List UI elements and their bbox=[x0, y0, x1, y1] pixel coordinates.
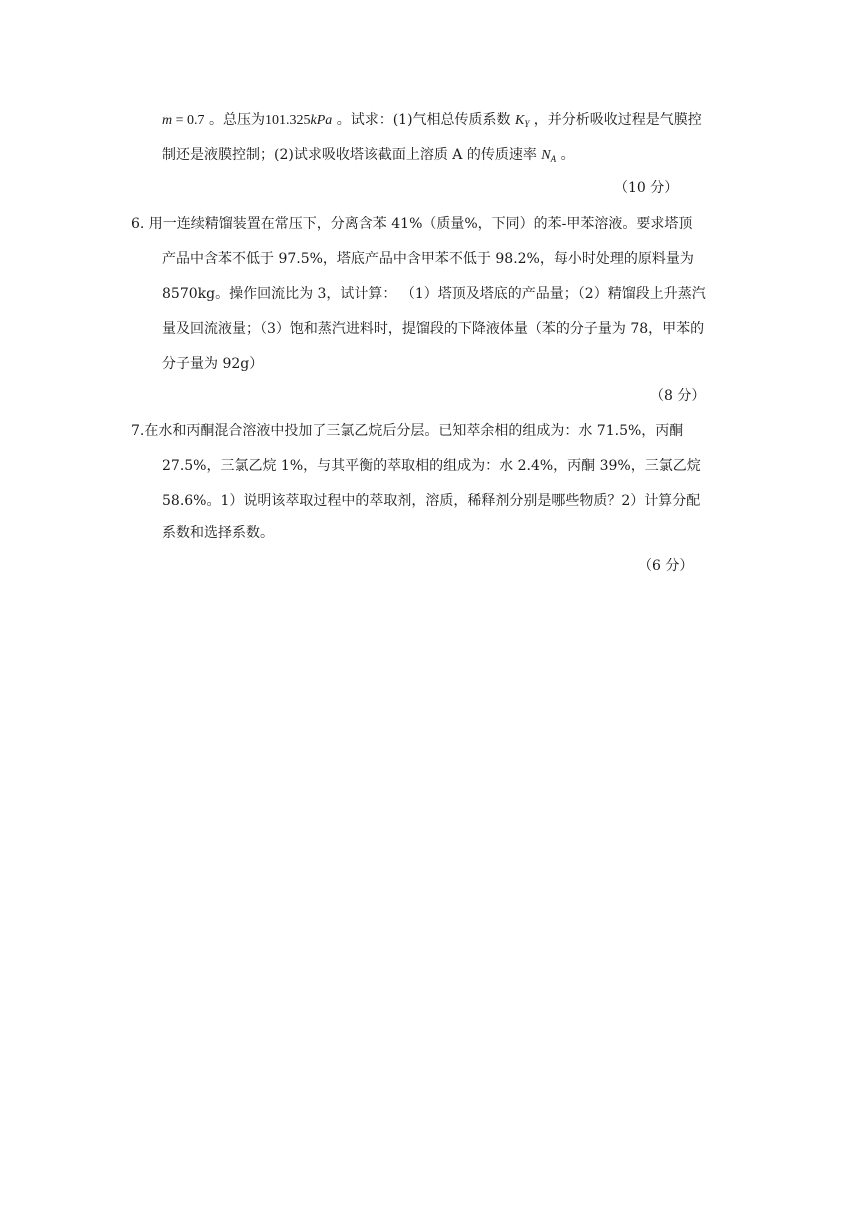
text: 制还是液膜控制；(2)试求吸收塔该截面上溶质 A 的传质速率 bbox=[162, 147, 542, 163]
text: 。总压为 bbox=[204, 112, 265, 128]
var-m: m bbox=[162, 113, 173, 128]
text: ，并分析吸收过程是气膜控 bbox=[529, 112, 702, 128]
pressure-unit: kPa bbox=[310, 113, 333, 128]
var-ky: $K_Y$ bbox=[514, 113, 530, 129]
pressure-value: 101.325 bbox=[264, 113, 311, 128]
q5-line-1 bbox=[162, 110, 702, 131]
q6-line-4: 量及回流液量；（3）饱和蒸汽进料时，提馏段的下降液体量（苯的分子量为 78，甲苯的 bbox=[162, 321, 705, 337]
q6-line-2: 产品中含苯不低于 97.5%，塔底产品中含甲苯不低于 98.2%，每小时处理的原料量为 bbox=[162, 251, 694, 267]
q6-line-1: 6. 用一连续精馏装置在常压下，分离含苯 41%（质量%，下同）的苯-甲苯溶液。要求塔顶 bbox=[131, 216, 693, 232]
q7-line-2: 27.5%，三氯乙烷 1%，与其平衡的萃取相的组成为：水 2.4%，丙酮 39%，三氯乙烷 bbox=[162, 458, 701, 474]
text: 。 bbox=[556, 147, 575, 163]
q5-line-2 bbox=[162, 145, 575, 166]
var-na: $N_A$ bbox=[541, 148, 557, 164]
q6-line-5: 分子量为 92g） bbox=[162, 356, 264, 372]
q6-line-3: 8570kg。操作回流比为 3，试计算： （1）塔顶及塔底的产品量；（2）精馏段上升蒸汽 bbox=[162, 286, 706, 302]
m-value: = 0.7 bbox=[172, 113, 205, 128]
q7-line-1: 7.在水和丙酮混合溶液中投加了三氯乙烷后分层。已知萃余相的组成为：水 71.5%，丙酮 bbox=[131, 423, 684, 439]
q5-score: （10 分） bbox=[614, 180, 679, 196]
q7-line-3: 58.6%。1）说明该萃取过程中的萃取剂，溶质，稀释剂分别是哪些物质？2）计算分配 bbox=[162, 493, 701, 509]
q6-score: （8 分） bbox=[650, 388, 706, 404]
q7-score: （6 分） bbox=[638, 558, 694, 574]
q7-line-4: 系数和选择系数。 bbox=[162, 525, 274, 541]
text: 。试求：(1)气相总传质系数 bbox=[332, 112, 515, 128]
